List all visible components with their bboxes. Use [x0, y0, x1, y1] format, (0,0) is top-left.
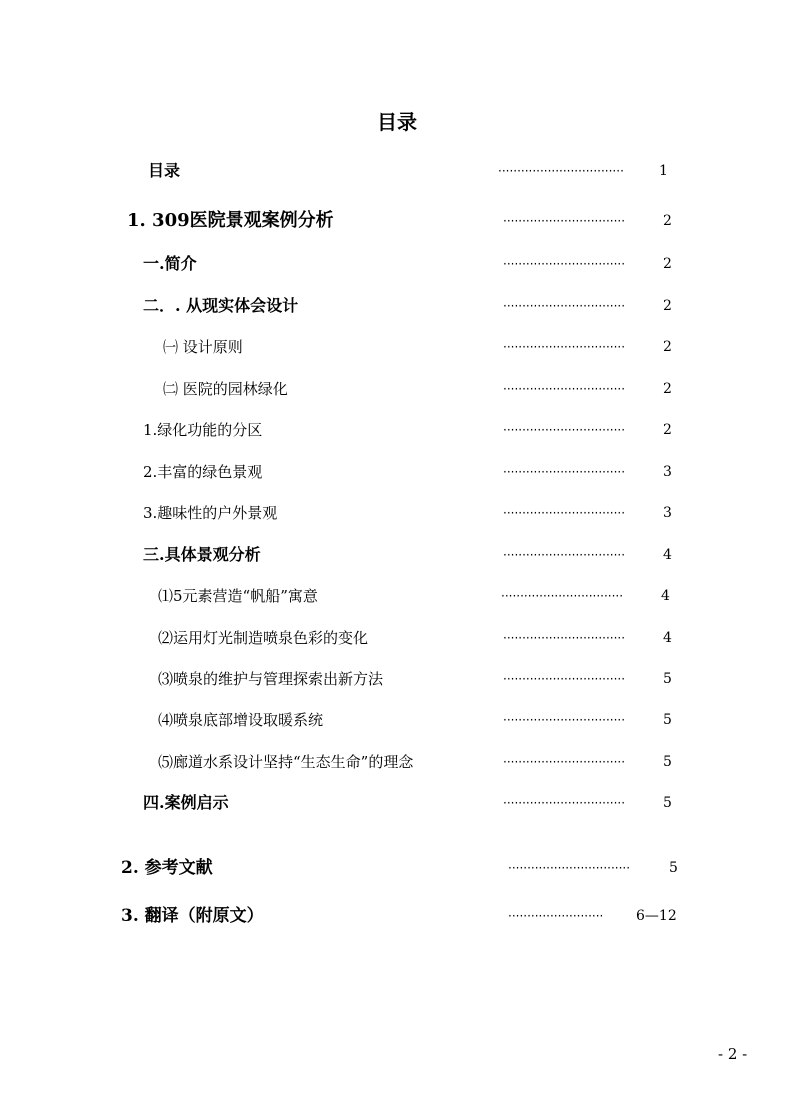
toc-leader: ································	[503, 465, 626, 479]
toc-entry-label: ⑶喷泉的维护与管理探索出新方法	[158, 670, 384, 688]
toc-leader: ································	[503, 257, 626, 271]
toc-entry[interactable]	[0, 584, 794, 608]
toc-leader: ································	[503, 214, 626, 228]
toc-leader: ································	[503, 672, 626, 686]
toc-page-number: 1	[659, 163, 668, 179]
toc-entry[interactable]	[0, 626, 794, 650]
toc-page-number: 3	[663, 464, 672, 480]
toc-entry[interactable]	[0, 252, 794, 276]
toc-leader: ································	[503, 382, 626, 396]
toc-leader: ································	[503, 548, 626, 562]
toc-title: 目录	[377, 110, 417, 134]
toc-entry[interactable]	[0, 418, 794, 442]
toc-entry[interactable]	[0, 708, 794, 732]
toc-leader: ································	[503, 755, 626, 769]
toc-entry[interactable]	[0, 294, 794, 318]
toc-entry[interactable]	[0, 856, 794, 880]
toc-entry[interactable]	[0, 791, 794, 815]
toc-entry-label: 四.案例启示	[143, 793, 229, 812]
toc-entry[interactable]	[0, 543, 794, 567]
toc-page-number: 2	[663, 381, 672, 397]
toc-entry-label: 1.绿化功能的分区	[143, 421, 263, 439]
toc-entry-label: 3.趣味性的户外景观	[143, 504, 278, 522]
toc-leader: ·································	[498, 164, 624, 178]
toc-leader: ································	[503, 340, 626, 354]
toc-page-number: 4	[663, 630, 672, 646]
toc-leader: ································	[503, 796, 626, 810]
toc-entry-label: 2.丰富的绿色景观	[143, 463, 263, 481]
toc-leader: ································	[503, 713, 626, 727]
toc-entry-label: ㈡ 医院的园林绿化	[163, 380, 288, 398]
toc-entry[interactable]	[0, 750, 794, 774]
toc-entry[interactable]	[0, 335, 794, 359]
toc-leader: ································	[503, 631, 626, 645]
toc-entry[interactable]	[0, 501, 794, 525]
toc-page-number: 5	[663, 671, 672, 687]
toc-entry-label: ㈠ 设计原则	[163, 338, 243, 356]
toc-entry-label: ⑸廊道水系设计坚持“生态生命”的理念	[158, 753, 414, 771]
toc-page-number: 2	[663, 213, 672, 229]
toc-entry-label: 二．. 从现实体会设计	[143, 296, 299, 315]
page-number-footer: - 2 -	[718, 1045, 748, 1063]
toc-page-number: 3	[663, 505, 672, 521]
toc-entry-label: 3. 翻译（附原文）	[121, 906, 264, 926]
toc-entry[interactable]	[0, 159, 794, 183]
toc-leader: ································	[508, 861, 631, 875]
toc-leader: ································	[503, 506, 626, 520]
toc-entry-label: 1. 309医院景观案例分析	[127, 210, 334, 231]
toc-page-number: 2	[663, 339, 672, 355]
toc-entry[interactable]	[0, 667, 794, 691]
toc-entry[interactable]	[0, 460, 794, 484]
toc-page-number: 4	[663, 547, 672, 563]
toc-entry-label: ⑵运用灯光制造喷泉色彩的变化	[158, 629, 369, 647]
toc-page-number: 2	[663, 256, 672, 272]
toc-entry[interactable]	[0, 904, 794, 928]
toc-page-number: 5	[663, 712, 672, 728]
toc-entry-label: 一.简介	[143, 254, 197, 273]
toc-entry-label: ⑷喷泉底部增设取暖系统	[158, 711, 324, 729]
toc-page-number: 4	[661, 588, 670, 604]
toc-page-number: 2	[663, 298, 672, 314]
toc-entry-label: 三.具体景观分析	[143, 545, 261, 564]
toc-entry-label: 2. 参考文献	[121, 858, 213, 878]
toc-leader: ·························	[508, 909, 604, 923]
toc-leader: ································	[503, 423, 626, 437]
toc-page-number: 5	[663, 754, 672, 770]
toc-entry-label: 目录	[148, 161, 181, 180]
toc-entry[interactable]	[0, 377, 794, 401]
toc-leader: ································	[503, 299, 626, 313]
toc-entry-label: ⑴5元素营造“帆船”寓意	[158, 587, 318, 605]
toc-page-number: 2	[663, 422, 672, 438]
toc-page-number: 5	[663, 795, 672, 811]
toc-page-number: 5	[669, 860, 678, 876]
toc-leader: ································	[501, 589, 624, 603]
toc-page-number: 6—12	[636, 908, 677, 924]
toc-entry[interactable]	[0, 209, 794, 233]
